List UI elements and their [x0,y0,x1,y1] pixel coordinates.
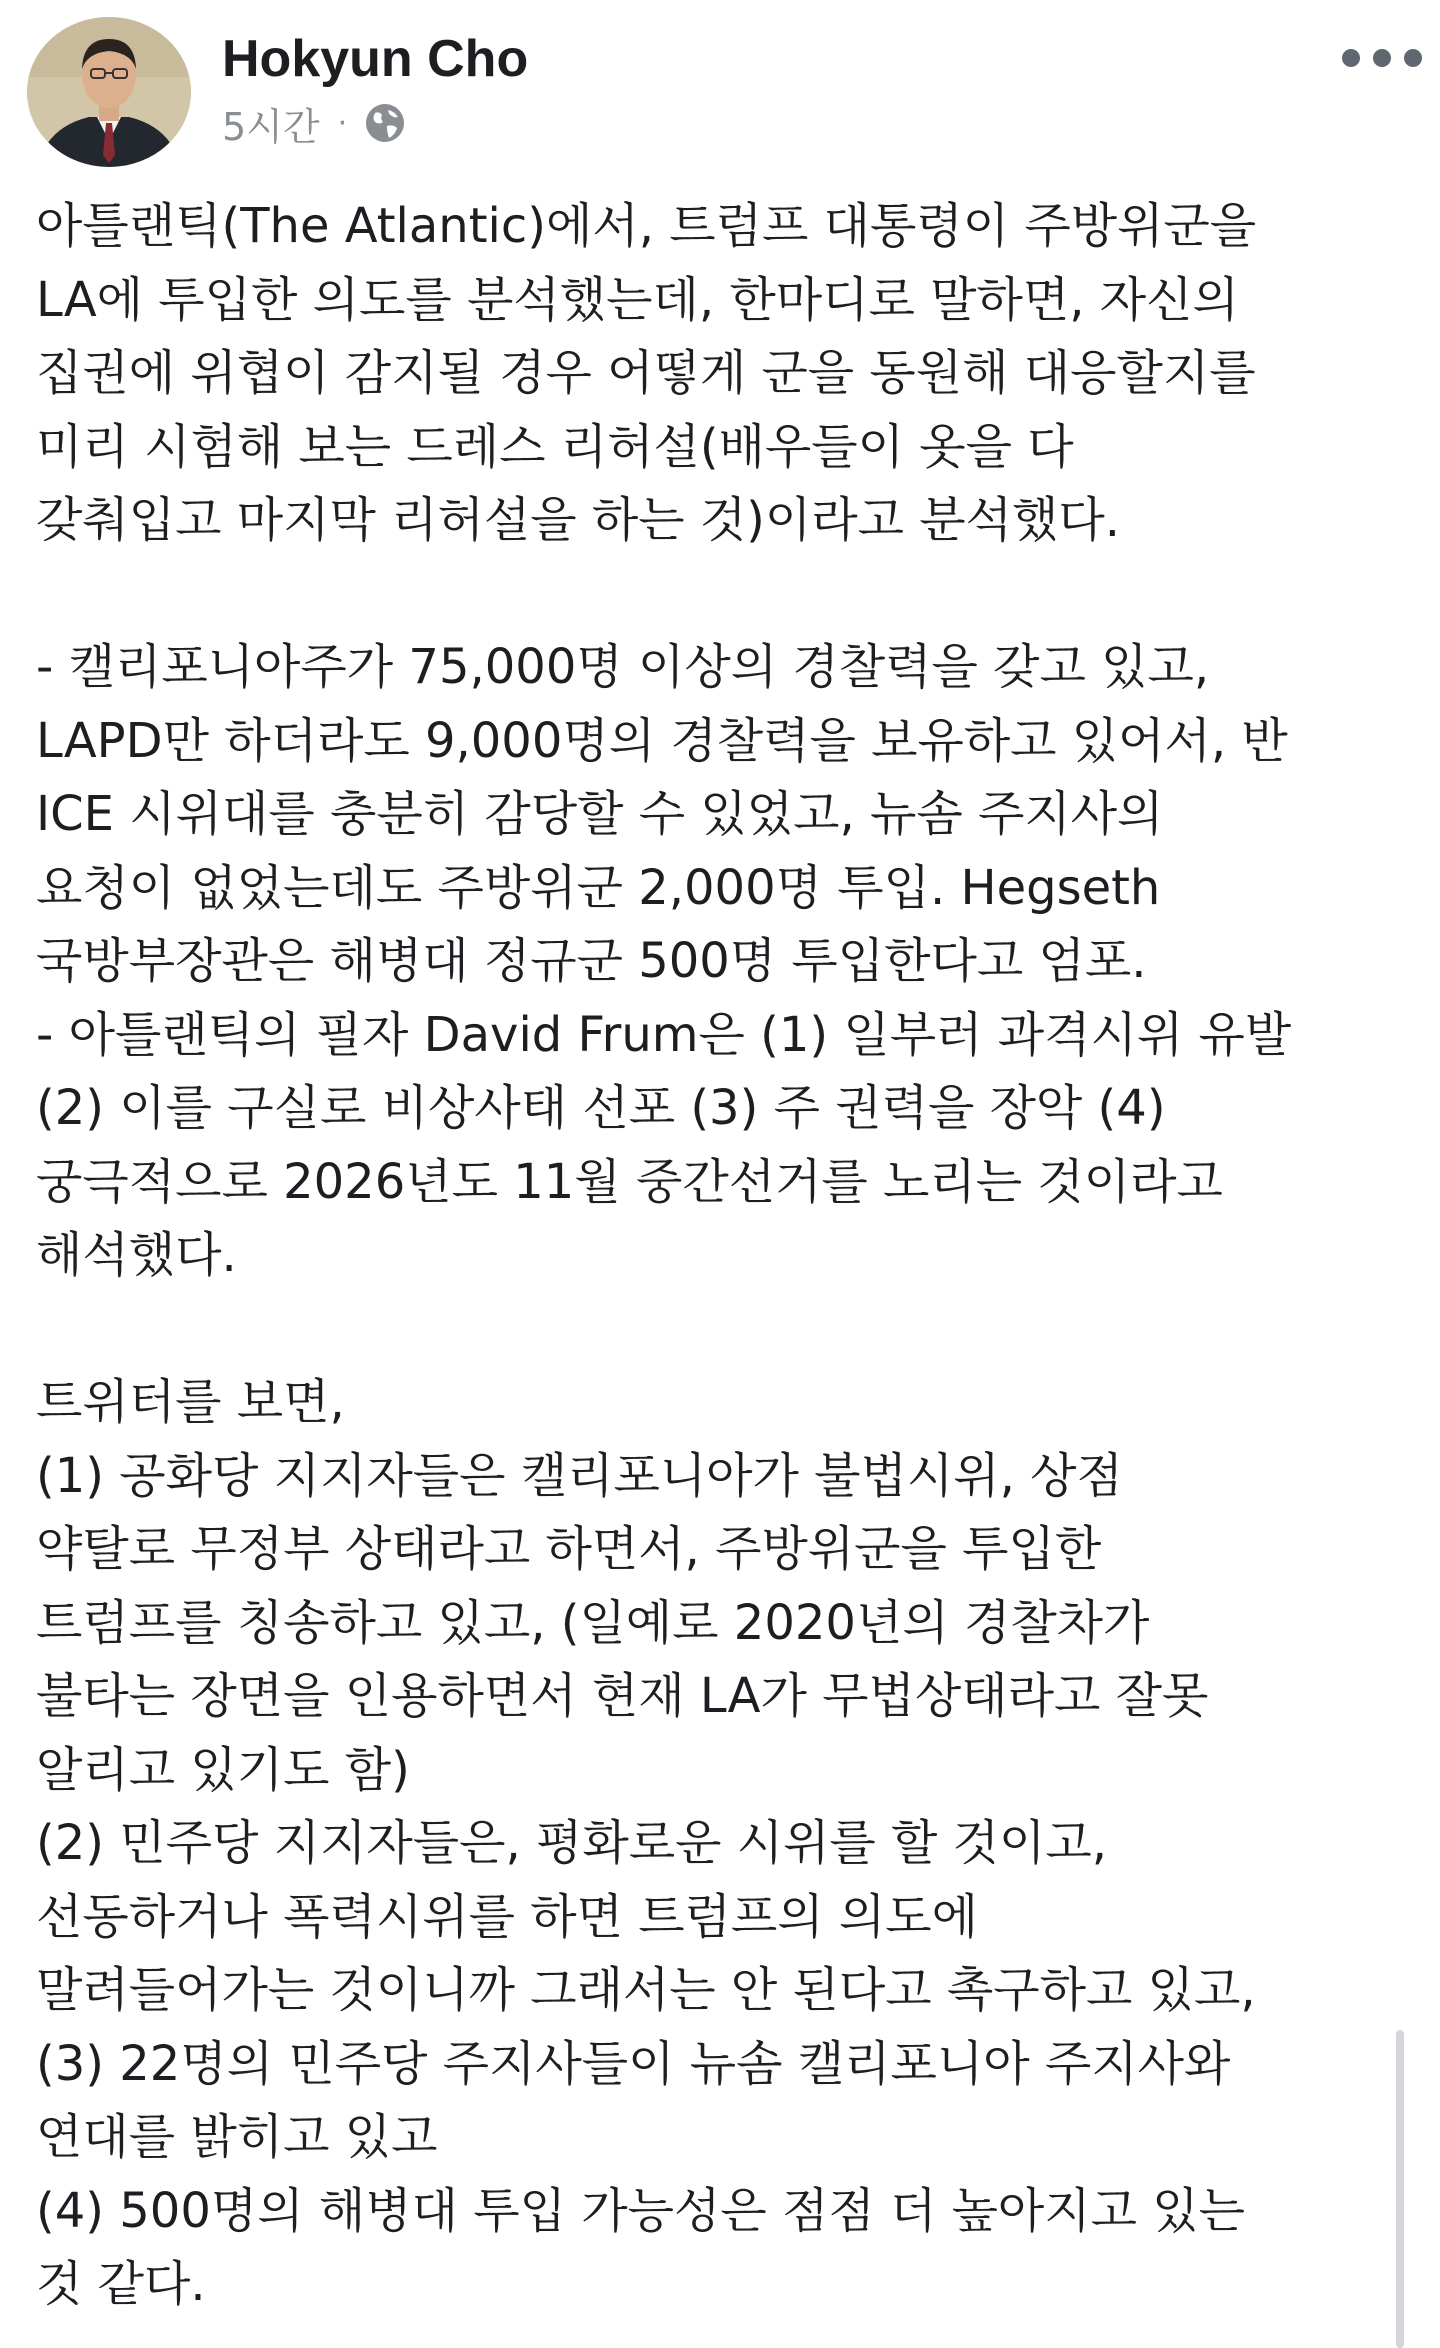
post-timestamp[interactable]: 5시간 [222,104,320,149]
post-paragraph-1: 아틀랜틱(The Atlantic)에서, 트럼프 대통령이 주방위군을 LA에 투입한 의도를 분석했는데, 한마디로 말하면, 자신의 집권에 위협이 감지될 경우 어떻게 군을 동원해 대응할지를 미리 시험해 보는 드레스 리허설(배우들이 옷을 다 갖춰입고 마지막 리허설을 하는 것)이라고 분석했다. [36,198,1257,548]
more-options-button[interactable] [1342,34,1422,82]
scrollbar[interactable] [1396,2030,1404,2348]
author-name[interactable]: Hokyun Cho [222,30,529,88]
avatar-photo [27,17,191,167]
globe-icon [363,101,407,145]
meta-separator: · [337,105,348,141]
paragraph-spacer [36,1293,1396,1367]
author-avatar[interactable] [27,17,191,167]
paragraph-spacer [36,558,1396,632]
post-header [0,0,1440,170]
post-body [36,190,1396,2322]
more-options-icon [1342,49,1360,67]
post-meta [222,98,407,148]
more-options-icon-dot [1404,49,1422,67]
post-paragraph-3: 트위터를 보면, (1) 공화당 지지자들은 캘리포니아가 불법시위, 상점 약탈로 무정부 상태라고 하면서, 주방위군을 투입한 트럼프를 칭송하고 있고, (일예로 2020년의 경찰차가 불타는 장면을 인용하면서 현재 LA가 무법상태라고 잘못 알리고 있기도 함) (2) 민주당 지지자들은, 평화로운 시위를 할 것이고, 선동하거나 폭력시위를 하면 트럼프의 의도에 말려들어가는 것이니까 그래서는 안 된다고 촉구하고 있고, (3) 22명의 민주당 주지사들이 뉴솜 캘리포니아 주지사와 연대를 밝히고 있고 (4) 500명의 해병대 투입 가능성은 점점 더 높아지고 있는 것 같다. [36,1374,1256,2312]
post-paragraph-2: - 캘리포니아주가 75,000명 이상의 경찰력을 갖고 있고, LAPD만 하더라도 9,000명의 경찰력을 보유하고 있어서, 반 ICE 시위대를 충분히 감당할 수 있었고, 뉴솜 주지사의 요청이 없었는데도 주방위군 2,000명 투입. Hegseth 국방부장관은 해병대 정규군 500명 투입한다고 엄포. - 아틀랜틱의 필자 David Frum은 (1) 일부러 과격시위 유발 (2) 이를 구실로 비상사태 선포 (3) 주 권력을 장악 (4) 궁극적으로 2026년도 11월 중간선거를 노리는 것이라고 해석했다. [36,639,1292,1283]
more-options-icon-dot [1373,49,1391,67]
